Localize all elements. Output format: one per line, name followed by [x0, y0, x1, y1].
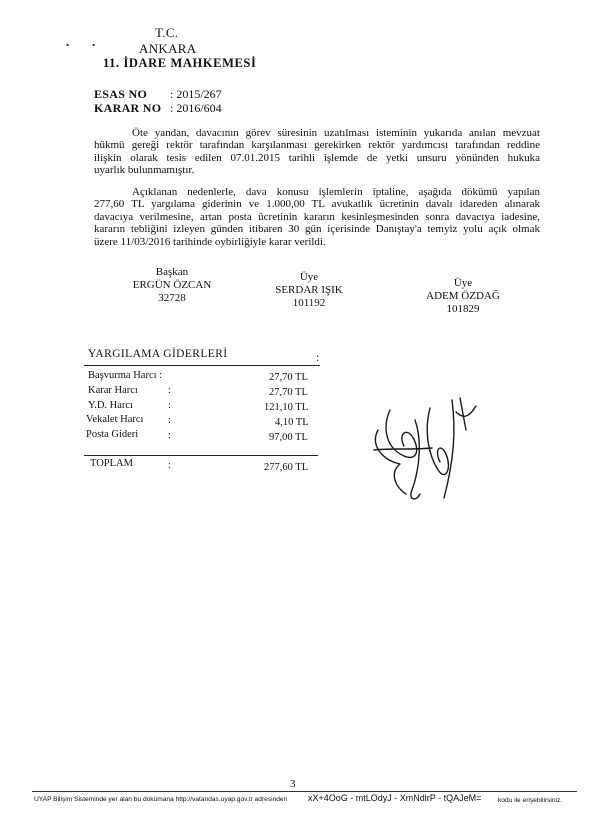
- signatory-name: SERDAR IŞIK: [275, 284, 343, 296]
- handwritten-signature: [360, 390, 500, 510]
- header-court: 11. İDARE MAHKEMESİ: [103, 56, 257, 70]
- paragraph-line: davacıya verilmesine, artan posta ücretinin kararın kesinleşmesinden sonra davacıya iadesine,: [94, 210, 540, 223]
- signatory-role: Üye: [299, 271, 319, 283]
- paragraph-line: uyarlık bulunmamıştır.: [94, 164, 195, 177]
- cost-label: Posta Gideri: [86, 429, 139, 440]
- esas-value: : 2015/267: [170, 87, 222, 101]
- karar-label: KARAR NO: [94, 101, 162, 115]
- costs-rule: [84, 365, 320, 366]
- cost-amount: 4,10 TL: [275, 417, 309, 428]
- paragraph-line: Açıklanan nedenlerle, dava konusu işlemlerin iptaline, aşağıda dökümü yapılan: [132, 186, 540, 198]
- paragraph-line: Öte yandan, davacının görev süresinin uzatılması isteminin yukarıda anılan mevzuat: [132, 127, 540, 139]
- cost-amount: 97,00 TL: [269, 432, 308, 443]
- cost-amount: 121,10 TL: [264, 402, 309, 413]
- cost-colon: :: [168, 400, 171, 411]
- signatory-number: 101192: [292, 297, 326, 309]
- signatory-name: ERGÜN ÖZCAN: [132, 279, 212, 291]
- total-colon: :: [168, 460, 171, 471]
- cost-colon: :: [168, 415, 171, 426]
- footer-suffix: kodu ile erişebilirsiniz.: [498, 797, 563, 804]
- signatory-member: [403, 277, 523, 316]
- header-city: ANKARA: [139, 41, 197, 56]
- total-rule: [84, 455, 318, 456]
- signatory-number: 32728: [158, 292, 186, 304]
- body-paragraph: [94, 127, 540, 177]
- costs-title-colon: :: [316, 352, 320, 364]
- cost-label: Y.D. Harcı: [88, 400, 134, 411]
- total-amount: 277,60 TL: [264, 462, 309, 473]
- karar-value: : 2016/604: [170, 101, 222, 115]
- cost-label: Karar Harcı: [88, 385, 138, 396]
- cost-colon: :: [168, 430, 171, 441]
- footer-access-code: xX+4OoG - mtLOdyJ - XmNdlrP - tQAJeM=: [308, 793, 482, 803]
- signatory-president: [112, 266, 232, 305]
- signatory-name: ADEM ÖZDAĞ: [426, 290, 500, 302]
- scan-mark: .: [92, 34, 96, 49]
- signatory-role: Başkan: [155, 266, 189, 278]
- body-paragraph: [94, 186, 540, 248]
- signatory-number: 101829: [446, 303, 480, 315]
- paragraph-line: kararın tebliğini izleyen günden itibaren 30 gün içerisinde Danıştay'a temyiz yolu açık olmak: [94, 223, 540, 236]
- cost-colon: :: [168, 385, 171, 396]
- paragraph-line: ilişkin olarak tesis edilen 07.01.2015 tarihli işlemde de yetki unsuru yönünden hukuka: [94, 151, 540, 164]
- scan-mark: .: [66, 34, 70, 49]
- esas-label: ESAS NO: [94, 87, 148, 101]
- signatory-member: [249, 271, 369, 310]
- cost-amount: 27,70 TL: [269, 372, 308, 383]
- cost-label: Başvurma Harcı :: [88, 370, 163, 381]
- total-label: TOPLAM: [90, 458, 133, 469]
- page-number: 3: [290, 778, 296, 790]
- header-tc: T.C.: [155, 25, 179, 40]
- paragraph-line: 277,60 TL yargılama giderinin ve 1.000,00 TL avukatlık ücretinin davalı idareden alınarak: [94, 198, 540, 211]
- paragraph-line: hükmü gereği rektör tarafından karşılanması gerekirken rektör yardımcısı tarafından reddine: [94, 139, 540, 152]
- footer-rule: [32, 791, 577, 792]
- paragraph-line: üzere 11/03/2016 tarihinde oybirliğiyle karar verildi.: [94, 235, 326, 248]
- signatory-role: Üye: [453, 277, 473, 289]
- costs-title: YARGILAMA GİDERLERİ: [88, 348, 228, 360]
- cost-label: Vekalet Harcı: [86, 414, 144, 425]
- cost-amount: 27,70 TL: [269, 387, 308, 398]
- footer-uyap-text: UYAP Bilişim Sisteminde yer alan bu dokümana http://vatandas.uyap.gov.tr adresinden: [34, 796, 288, 803]
